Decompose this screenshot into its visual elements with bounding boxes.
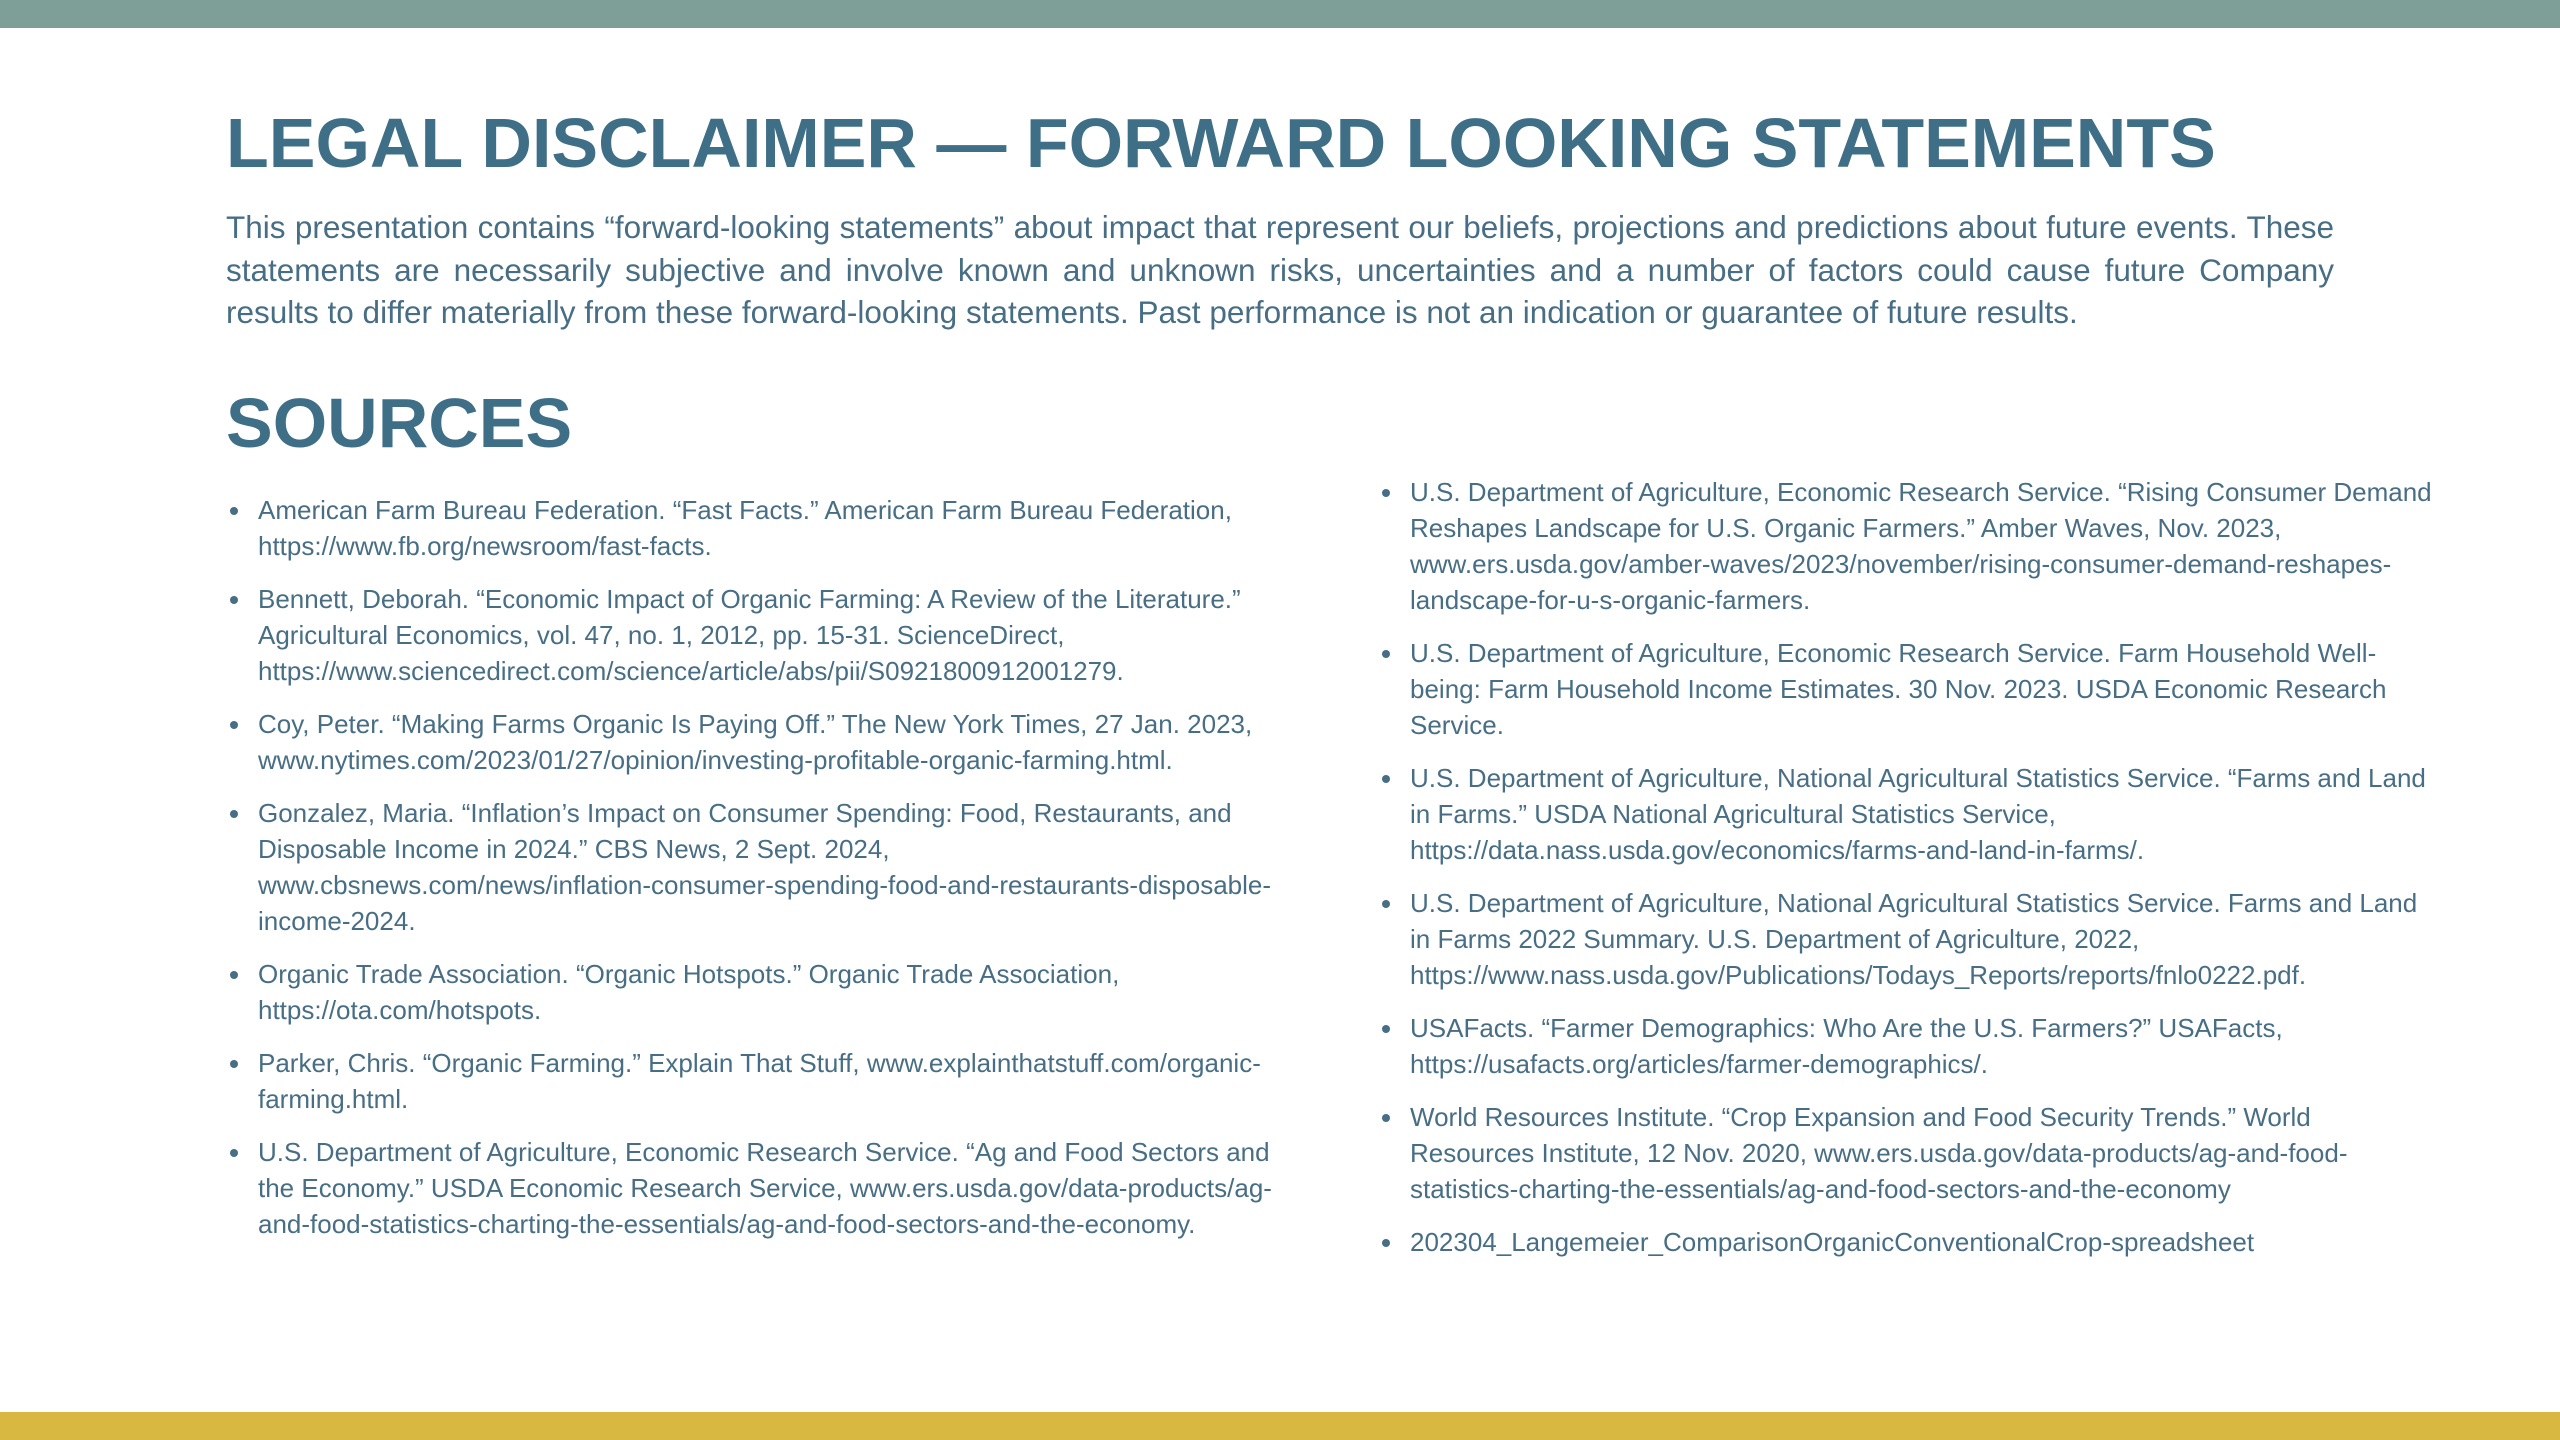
bullet-icon: [1382, 650, 1390, 658]
sources-list-left: [226, 492, 1276, 1259]
disclaimer-text: This presentation contains “forward-looking statements” about impact that represent our beliefs, projections and predictions about future events. These statements are necessarily subjective and involve known and unknown risks, uncertainties and a number of factors could cause future Company results to differ materially from these forward-looking statements. Past performance is not an indication or guarantee of future results.: [226, 209, 2334, 330]
disclaimer-title: LEGAL DISCLAIMER — FORWARD LOOKING STATEMENTS: [226, 104, 2216, 182]
sources-list-right: [1378, 474, 2438, 1277]
source-text: U.S. Department of Agriculture, National Agricultural Statistics Service. Farms and Land in Farms 2022 Summary. U.S. Department of Agriculture, 2022, https://www.nass.usda.gov/Publications/Todays_Reports/reports/fnlo0222.pdf.: [1410, 888, 2418, 990]
source-text: USAFacts. “Farmer Demographics: Who Are the U.S. Farmers?” USAFacts, https://usafacts.org/articles/farmer-demographics/.: [1410, 1013, 2283, 1079]
source-item: [226, 956, 1276, 1028]
bullet-icon: [1382, 1239, 1390, 1247]
bottom-accent-bar: [0, 1412, 2560, 1440]
bullet-icon: [1382, 900, 1390, 908]
source-text: Gonzalez, Maria. “Inflation’s Impact on Consumer Spending: Food, Restaurants, and Disposable Income in 2024.” CBS News, 2 Sept. 2024, www.cbsnews.com/news/inflation-consumer-spending-food-and-restaurants-disposable-income-2024.: [258, 798, 1272, 936]
source-text: Organic Trade Association. “Organic Hotspots.” Organic Trade Association, https://ota.com/hotspots.: [258, 959, 1120, 1025]
source-text: U.S. Department of Agriculture, Economic Research Service. “Rising Consumer Demand Reshapes Landscape for U.S. Organic Farmers.” Amber Waves, Nov. 2023, www.ers.usda.gov/amber-waves/2023/november/rising-consumer-demand-reshapes-landscape-for-u-s-organic-farmers.: [1410, 477, 2432, 615]
source-text: U.S. Department of Agriculture, Economic Research Service. Farm Household Well-being: Farm Household Income Estimates. 30 Nov. 2023. USDA Economic Research Service.: [1410, 638, 2387, 740]
top-accent-bar: [0, 0, 2560, 28]
source-text: Parker, Chris. “Organic Farming.” Explain That Stuff, www.explainthatstuff.com/organic-farming.html.: [258, 1048, 1261, 1114]
bullet-icon: [230, 1149, 238, 1157]
bullet-icon: [1382, 1025, 1390, 1033]
source-text: World Resources Institute. “Crop Expansion and Food Security Trends.” World Resources Institute, 12 Nov. 2020, www.ers.usda.gov/data-products/ag-and-food-statistics-charting-the-essentials/ag-and-food-sectors-and-the-economy: [1410, 1102, 2348, 1204]
bullet-icon: [230, 721, 238, 729]
source-item: [226, 1045, 1276, 1117]
source-text: U.S. Department of Agriculture, Economic Research Service. “Ag and Food Sectors and the Economy.” USDA Economic Research Service, www.ers.usda.gov/data-products/ag-and-food-statistics-charting-the-essentials/ag-and-food-sectors-and-the-economy.: [258, 1137, 1272, 1239]
source-item: [1378, 635, 2438, 743]
bullet-icon: [230, 810, 238, 818]
source-item: [226, 492, 1276, 564]
source-text: Bennett, Deborah. “Economic Impact of Organic Farming: A Review of the Literature.” Agricultural Economics, vol. 47, no. 1, 2012, pp. 15-31. ScienceDirect, https://www.sciencedirect.com/science/article/abs/pii/S0921800912001279.: [258, 584, 1241, 686]
source-item: [1378, 760, 2438, 868]
source-text: U.S. Department of Agriculture, National Agricultural Statistics Service. “Farms and Land in Farms.” USDA National Agricultural Statistics Service, https://data.nass.usda.gov/economics/farms-and-land-in-farms/.: [1410, 763, 2426, 865]
source-item: [1378, 885, 2438, 993]
bullet-icon: [230, 1060, 238, 1068]
source-item: [1378, 1224, 2438, 1260]
source-item: [226, 1134, 1276, 1242]
bullet-icon: [1382, 489, 1390, 497]
source-item: [226, 581, 1276, 689]
source-item: [1378, 1010, 2438, 1082]
source-item: [226, 706, 1276, 778]
source-text: American Farm Bureau Federation. “Fast Facts.” American Farm Bureau Federation, https://www.fb.org/newsroom/fast-facts.: [258, 495, 1232, 561]
source-item: [226, 795, 1276, 939]
source-item: [1378, 1099, 2438, 1207]
bullet-icon: [230, 596, 238, 604]
bullet-icon: [1382, 775, 1390, 783]
source-item: [1378, 474, 2438, 618]
bullet-icon: [1382, 1114, 1390, 1122]
sources-heading: SOURCES: [226, 384, 573, 462]
source-text: 202304_Langemeier_ComparisonOrganicConventionalCrop-spreadsheet: [1410, 1227, 2255, 1257]
source-text: Coy, Peter. “Making Farms Organic Is Paying Off.” The New York Times, 27 Jan. 2023, www.nytimes.com/2023/01/27/opinion/investing-profitable-organic-farming.html.: [258, 709, 1253, 775]
bullet-icon: [230, 971, 238, 979]
bullet-icon: [230, 507, 238, 515]
